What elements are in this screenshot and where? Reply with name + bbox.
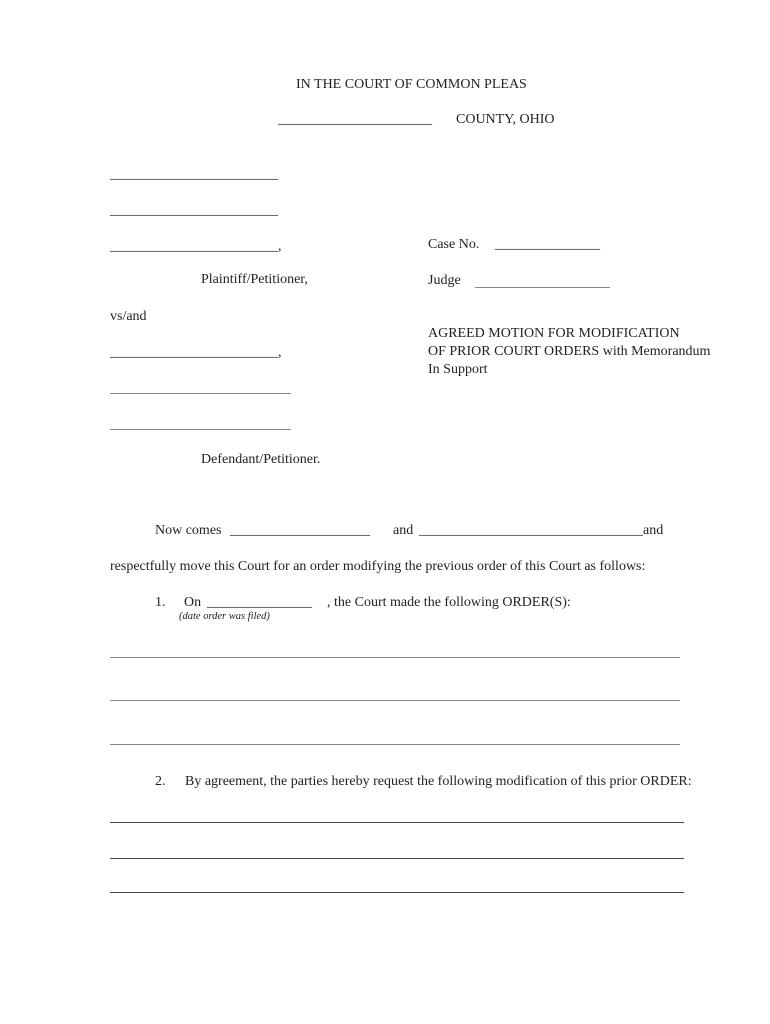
case-no-label: Case No. [428, 237, 480, 252]
and-label: and [393, 523, 414, 538]
judge-blank [475, 287, 610, 288]
case-no-blank: _______________ [495, 237, 600, 252]
plaintiff-name-line-2: ________________________ [110, 203, 278, 218]
respectfully-text: respectfully move this Court for an order modifying the previous order of this Court as follows: [110, 559, 646, 574]
order-line-3 [110, 744, 680, 745]
order-line-1 [110, 657, 680, 658]
item-1-on: On [184, 595, 202, 610]
now-comes-label: Now comes [155, 523, 222, 538]
defendant-name-line-1: ________________________, [110, 345, 282, 360]
county-label: COUNTY, OHIO [456, 112, 555, 127]
modification-line-2 [110, 858, 684, 859]
plaintiff-label: Plaintiff/Petitioner, [201, 272, 308, 287]
item-1-number: 1. [155, 595, 166, 610]
party-b-blank: ________________________________and [419, 523, 664, 538]
item-2-text: By agreement, the parties hereby request the following modification of this prior ORDER: [185, 774, 692, 789]
motion-title-line-1: AGREED MOTION FOR MODIFICATION [428, 326, 680, 341]
item-2-number: 2. [155, 774, 166, 789]
county-blank: ______________________ [278, 112, 432, 127]
defendant-name-line-2 [110, 393, 291, 394]
plaintiff-name-line-3: ________________________, [110, 239, 282, 254]
vs-label: vs/and [110, 309, 147, 324]
item-1-text: , the Court made the following ORDER(S): [327, 595, 571, 610]
party-a-blank: ____________________ [230, 523, 370, 538]
modification-line-3 [110, 892, 684, 893]
modification-line-1 [110, 822, 684, 823]
defendant-label: Defendant/Petitioner. [201, 452, 321, 467]
plaintiff-name-line-1: ________________________ [110, 167, 278, 182]
court-title: IN THE COURT OF COMMON PLEAS [296, 77, 527, 92]
defendant-name-line-3 [110, 429, 291, 430]
date-filed-hint: (date order was filed) [179, 611, 270, 622]
item-1-date-blank: _______________ [207, 595, 312, 610]
judge-label: Judge [428, 273, 461, 288]
motion-title-line-2: OF PRIOR COURT ORDERS with Memorandum [428, 344, 711, 359]
motion-title-line-3: In Support [428, 362, 488, 377]
order-line-2 [110, 700, 680, 701]
